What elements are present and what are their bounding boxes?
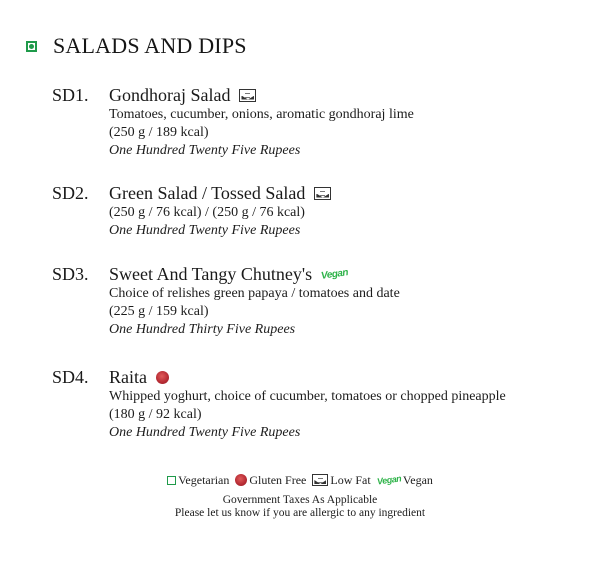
section-header [26,33,247,59]
item-price: One Hundred Twenty Five Rupees [109,143,301,158]
menu-item [52,84,414,160]
item-name: Raita [109,366,147,387]
menu-item [52,366,506,442]
legend-vegetarian [167,473,229,488]
item-code: SD4. [52,366,89,387]
item-description: Tomatoes, cucumber, onions, aromatic gondhoraj lime [109,107,414,122]
item-name: Sweet And Tangy Chutney's [109,263,313,284]
low-fat-icon [312,474,328,486]
menu-item [52,263,400,339]
allergy-note: Please let us know if you are allergic to any ingredient [174,507,426,519]
item-name: Gondhoraj Salad [109,84,231,105]
legend-vegan [377,473,433,488]
legend-low-fat [312,473,370,488]
legend [0,472,600,520]
item-nutrition: (225 g / 159 kcal) [109,304,209,319]
legend-label: Vegan [402,472,433,487]
vegetarian-mark-icon [26,41,37,52]
legend-gluten-free [235,473,306,488]
legend-label: Low Fat [330,472,371,487]
vegetarian-mark-icon [167,476,176,485]
legend-label: Vegetarian [178,472,230,487]
item-code: SD3. [52,263,89,284]
item-code: SD1. [52,84,89,105]
low-fat-icon [314,187,331,200]
gluten-free-icon [235,474,247,486]
menu-item [52,182,331,240]
legend-label: Gluten Free [249,472,307,487]
vegan-icon: Vegan [376,473,402,487]
item-price: One Hundred Thirty Five Rupees [109,322,296,337]
item-nutrition: (250 g / 189 kcal) [109,125,209,140]
item-code: SD2. [52,182,89,203]
vegan-icon: Vegan [320,266,349,282]
item-price: One Hundred Twenty Five Rupees [109,223,301,238]
item-description: Choice of relishes green papaya / tomatoes and date [109,286,400,301]
low-fat-icon [239,89,256,102]
item-name: Green Salad / Tossed Salad [109,182,306,203]
tax-note: Government Taxes As Applicable [222,494,378,506]
section-title: SALADS AND DIPS [53,33,247,58]
item-description: Whipped yoghurt, choice of cucumber, tomatoes or chopped pineapple [109,389,506,404]
item-nutrition: (180 g / 92 kcal) [109,407,202,422]
item-price: One Hundred Twenty Five Rupees [109,425,301,440]
item-nutrition: (250 g / 76 kcal) / (250 g / 76 kcal) [109,205,305,220]
gluten-free-icon [156,371,169,384]
